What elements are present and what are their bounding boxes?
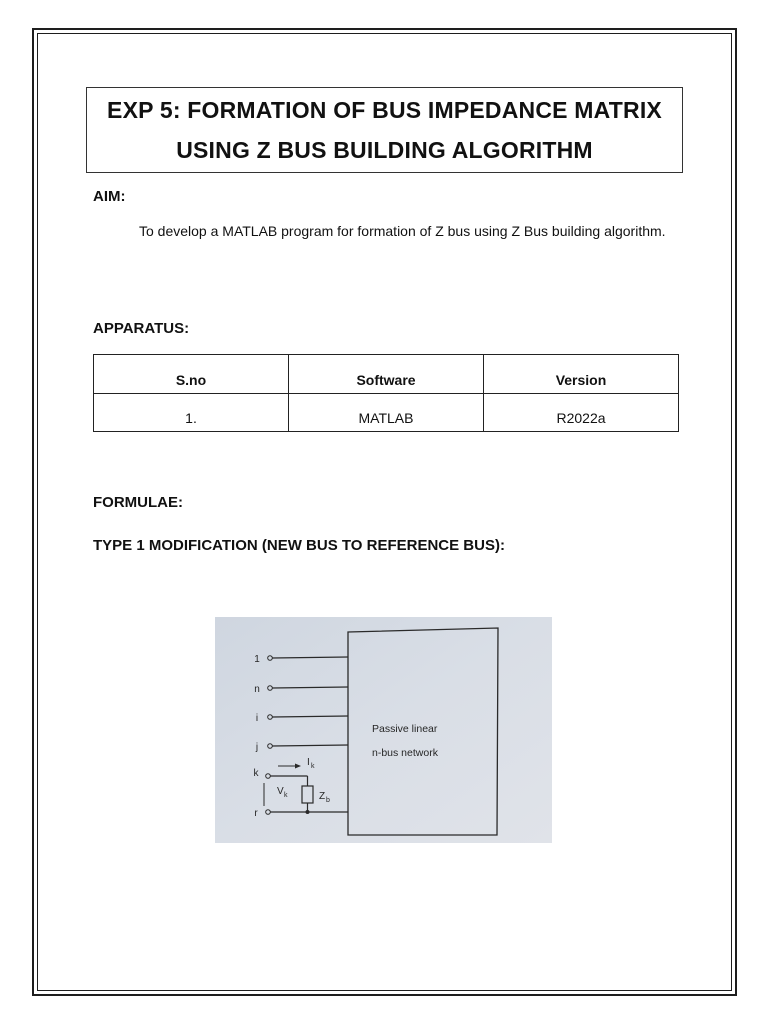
current-subscript: k <box>311 763 315 770</box>
type1-circuit-diagram <box>215 617 552 843</box>
terminal-label-i: i <box>255 713 259 724</box>
current-symbol: I <box>307 757 310 768</box>
table-cell-sno: 1. <box>94 394 289 432</box>
network-label-line-1: Passive linear <box>372 723 438 735</box>
apparatus-heading: APPARATUS: <box>93 320 190 337</box>
terminal-label-r: r <box>254 808 258 819</box>
table-header-version: Version <box>484 355 679 394</box>
table-cell-software: MATLAB <box>289 394 484 432</box>
aim-heading: AIM: <box>93 188 126 205</box>
table-cell-version: R2022a <box>484 394 679 432</box>
aim-text: To develop a MATLAB program for formation of Z bus using Z Bus building algorithm. <box>139 223 666 239</box>
impedance-symbol: Z <box>319 791 326 802</box>
formulae-heading: FORMULAE: <box>93 494 183 511</box>
terminal-label-j: j <box>255 742 259 753</box>
junction-dot <box>306 810 310 814</box>
table-row <box>94 394 679 432</box>
terminal-label-n: n <box>254 684 260 695</box>
impedance-subscript: b <box>326 797 330 804</box>
table-header-software: Software <box>289 355 484 394</box>
table-header-sno: S.no <box>94 355 289 394</box>
type1-heading: TYPE 1 MODIFICATION (NEW BUS TO REFERENCE BUS): <box>93 537 505 554</box>
title-line-1: EXP 5: FORMATION OF BUS IMPEDANCE MATRIX <box>107 97 662 123</box>
title-line-2: USING Z BUS BUILDING ALGORITHM <box>176 137 593 163</box>
terminal-label-k: k <box>253 768 259 779</box>
network-label-line-2: n-bus network <box>372 747 438 759</box>
terminal-label-1: 1 <box>254 654 260 665</box>
voltage-symbol: V <box>277 786 284 797</box>
title-box <box>86 87 683 173</box>
table-header-row <box>94 355 679 394</box>
page-border-inner <box>37 33 732 991</box>
apparatus-table <box>93 354 679 432</box>
voltage-subscript: k <box>284 792 288 799</box>
